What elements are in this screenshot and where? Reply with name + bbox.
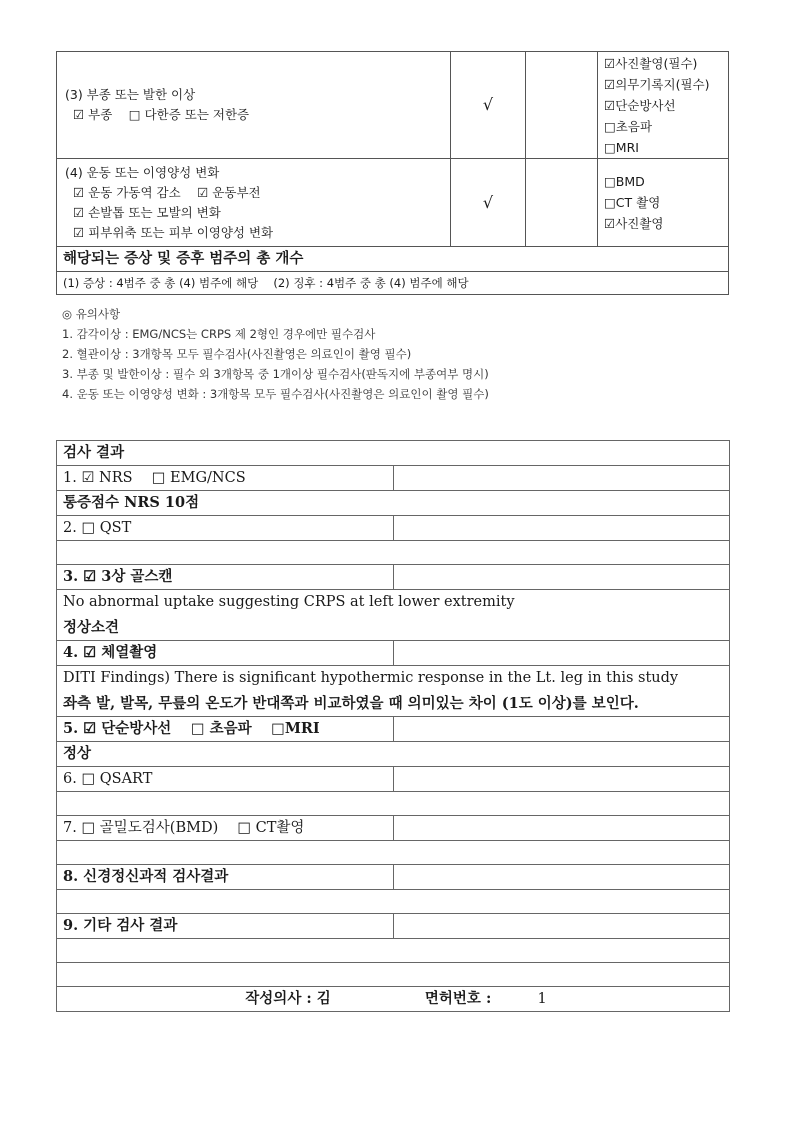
notes-section [62,304,489,404]
check-mark: √ [451,159,526,247]
blank-cell [394,565,730,590]
section-1-result: 통증점수 NRS 10점 [57,491,730,516]
section-4-result-en: DITI Findings) There is significant hypothermic response in the Lt. leg in this study [63,670,679,686]
doctor-label: 작성의사 : 김 [245,990,331,1007]
criteria-row-motor [57,159,729,247]
test-item: ☑의무기록지(필수) [604,76,710,92]
blank-cell [394,865,730,890]
blank-cell [394,466,730,491]
criteria-desc [57,52,451,159]
blank-cell [394,641,730,666]
criteria-item: ☑ 부종 □ 다한증 또는 저한증 [73,107,250,122]
license-value: 1 [537,991,547,1007]
test-item: ☑사진촬영 [604,216,664,231]
blank-cell [394,816,730,841]
section-4-header: 4. ☑ 체열촬영 [57,641,394,666]
summary-body-row [57,272,729,295]
summary-text: (1) 증상 : 4범주 중 총 (4) 범주에 해당 (2) 징후 : 4범주 중 총 (4) 범주에 해당 [57,272,729,295]
empty-cell [526,159,598,247]
test-item: ☑사진촬영(필수) [604,55,698,71]
blank-cell [394,717,730,742]
section-3-result-ko: 정상소견 [63,619,120,636]
blank-row [57,541,730,565]
note-line: 2. 혈관이상 : 3개항목 모두 필수검사(사진촬영은 의료인이 촬영 필수) [62,347,412,361]
blank-row [57,792,730,816]
section-2-header: 2. □ QST [57,516,394,541]
results-title: 검사 결과 [57,441,730,466]
criteria-item: ☑ 손발톱 또는 모발의 변화 [73,204,221,220]
empty-cell [526,52,598,159]
license-label: 면허번호 : [424,990,492,1007]
section-3-header: 3. ☑ 3상 골스캔 [57,565,394,590]
note-line: 3. 부종 및 발한이상 : 필수 외 3개항목 중 1개이상 필수검사(판독지에 부종여부 명시) [62,367,489,381]
section-4-result [57,666,730,717]
blank-cell [394,914,730,939]
summary-title-row [57,247,729,272]
check-mark: √ [451,52,526,159]
blank-cell [394,767,730,792]
test-list [598,159,729,247]
note-line: 4. 운동 또는 이영양성 변화 : 3개항목 모두 필수검사(사진촬영은 의료인이 촬영 필수) [62,387,489,401]
blank-row [57,890,730,914]
section-4-result-ko: 좌측 발, 발목, 무릎의 온도가 반대쪽과 비교하였을 때 의미있는 차이 (1도 이상)를 보인다. [63,695,639,712]
test-item: □CT 촬영 [604,195,661,210]
section-3-result [57,590,730,641]
section-7-header: 7. □ 골밀도검사(BMD) □ CT촬영 [57,816,394,841]
criteria-title: (3) 부종 또는 발한 이상 [65,87,196,102]
blank-row [57,841,730,865]
test-list [598,52,729,159]
criteria-item: ☑ 피부위축 또는 피부 이영양성 변화 [73,224,274,240]
results-table [56,440,730,1012]
blank-row [57,939,730,963]
summary-title: 해당되는 증상 및 증후 범주의 총 개수 [57,247,729,272]
criteria-desc [57,159,451,247]
section-3-result-en: No abnormal uptake suggesting CRPS at left lower extremity [63,594,515,610]
criteria-item: ☑ 운동 가동역 감소 ☑ 운동부전 [73,184,261,200]
notes-heading: ◎ 유의사항 [62,307,121,321]
criteria-table [56,51,729,295]
section-9-header: 9. 기타 검사 결과 [57,914,394,939]
test-item: □BMD [604,174,645,189]
test-item: ☑단순방사선 [604,97,676,113]
signature-cell [57,987,730,1012]
signature-row [57,987,730,1012]
criteria-row-edema [57,52,729,159]
section-5-header: 5. ☑ 단순방사선 □ 초음파 □MRI [57,717,394,742]
note-line: 1. 감각이상 : EMG/NCS는 CRPS 제 2형인 경우에만 필수검사 [62,327,376,341]
criteria-title: (4) 운동 또는 이영양성 변화 [65,164,220,180]
test-item: □MRI [604,139,639,155]
test-item: □초음파 [604,118,653,134]
blank-row [57,963,730,987]
section-1-header: 1. ☑ NRS □ EMG/NCS [57,466,394,491]
blank-cell [394,516,730,541]
section-8-header: 8. 신경정신과적 검사결과 [57,865,394,890]
section-6-header: 6. □ QSART [57,767,394,792]
section-5-result: 정상 [57,742,730,767]
